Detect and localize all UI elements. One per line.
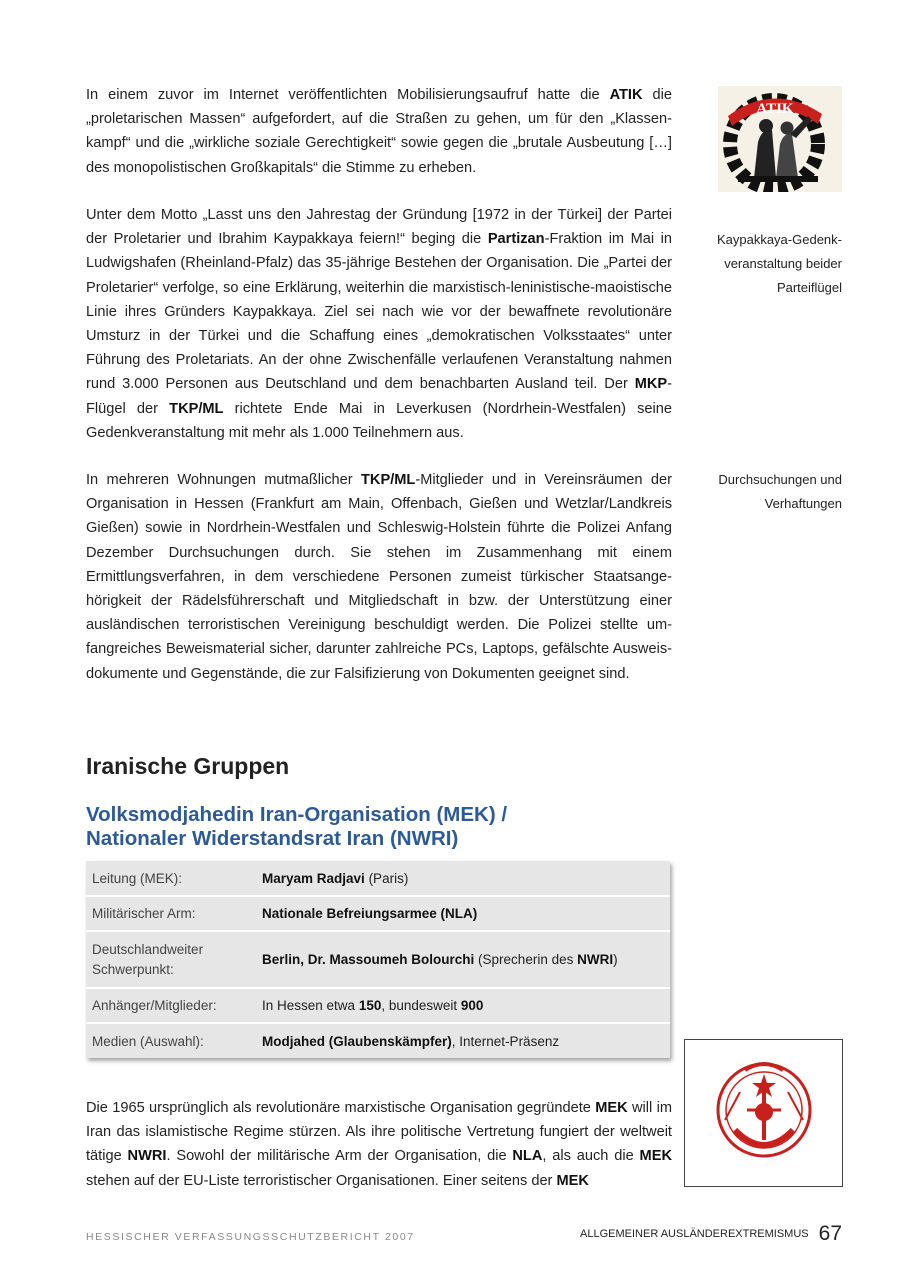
table-row — [86, 861, 670, 896]
organization-profile-table — [86, 861, 670, 1058]
profile-label: Leitung (MEK): — [86, 861, 256, 896]
table-row — [86, 1023, 670, 1058]
atik-logo-text: ATIK — [756, 101, 794, 117]
subsection-heading-line2: Nationaler Widerstandsrat Iran (NWRI) — [86, 827, 459, 850]
profile-label: Anhänger/Mitglieder: — [86, 988, 256, 1023]
footer-chapter — [580, 1222, 842, 1246]
profile-value: In Hessen etwa 150, bundesweit 900 — [256, 988, 670, 1023]
profile-value: Berlin, Dr. Massoumeh Bolourchi (Sprecherin des NWRI) — [256, 931, 670, 988]
profile-value: Maryam Radjavi (Paris) — [256, 861, 670, 896]
table-row — [86, 988, 670, 1023]
profile-label: Medien (Auswahl): — [92, 1033, 204, 1049]
profile-value: Modjahed (Glaubenskämpfer), Internet-Präsenz — [262, 1033, 560, 1049]
footer-chapter-title: ALLGEMEINER AUSLÄNDEREXTREMISMUS — [580, 1228, 809, 1240]
sidenote-kaypakkaya: Kaypakkaya-Gedenkveranstaltung beider Parteiflügel — [716, 232, 842, 295]
profile-value: Nationale Befreiungsarmee (NLA) — [256, 896, 670, 931]
atik-logo — [718, 86, 842, 192]
profile-label: Militärischer Arm: — [86, 896, 256, 931]
footer-report-title: HESSISCHER VERFASSUNGSSCHUTZBERICHT 2007 — [86, 1231, 415, 1243]
profile-label: Deutschlandweiter Schwerpunkt: — [86, 931, 256, 988]
sidenote-searches: Durchsuchungen und Verhaftungen — [718, 472, 842, 511]
subsection-heading — [86, 803, 507, 851]
table-row — [86, 896, 670, 931]
subsection-heading-line1: Volksmodjahedin Iran-Organisation (MEK) / — [86, 803, 508, 826]
section-heading: Iranische Gruppen — [86, 753, 290, 779]
page-number: 67 — [818, 1222, 842, 1245]
paragraph-atik-mobilization: In einem zuvor im Internet veröffentlichten Mobilisierungsaufruf hatte die ATIK die „proletarischen Massen“ aufgefordert, auf die Straßen zu gehen, um für den „Klassenkampf“ und die „wirkliche soziale Gerechtigkeit“ sowie gegen die „brutale Ausbeutung […] des monopolistischen Großkapitals“ die Stimme zu erheben. — [86, 87, 672, 176]
mek-logo — [684, 1039, 843, 1187]
paragraph-searches: In mehreren Wohnungen mutmaßlicher TKP/ML-Mitglieder und in Vereinsräumen der Organisation in Hessen (Frankfurt am Main, Offenbach, Gießen und Wetzlar/Landkreis Gießen) sowie in Nordrhein-Westfalen und Schleswig-Holstein führte die Polizei Anfang Dezember Durchsuchungen durch. Sie stehen im Zusammenhang mit einem Ermittlungsverfahren, in dem verschiedene Personen zumeist türkischer Staatsangehörigkeit der Rädelsführerschaft und Mitgliedschaft in bzw. der Unterstützung einer ausländischen terroristischen Vereinigung beschuldigt werden. Die Polizei stellte umfangreiches Beweismaterial sicher, darunter zahlreiche PCs, Laptops, gefälschte Ausweisdokumente und Gegenstände, die zur Falsifizierung von Dokumenten geeignet sind. — [86, 472, 672, 682]
table-row — [86, 931, 670, 988]
paragraph-partizan-anniversary: Unter dem Motto „Lasst uns den Jahrestag der Gründung [1972 in der Türkei] der Partei der Proletarier und Ibrahim Kaypakkaya feiern!“ beging die Partizan-Fraktion im Mai in Ludwigshafen (Rheinland-Pfalz) das 35-jährige Bestehen der Organisation. Die „Partei der Proletarier“ verfolge, so eine Erklärung, weiterhin die marxistisch-leninistische-maoistische Linie ihres Gründers Kaypakkaya. Ziel sei nach wie vor der bewaffnete revolutionäre Umsturz in der Türkei und die Schaffung eines „demokratischen Volksstaates“ unter Führung des Proletariats. An der ohne Zwischenfälle verlaufenen Veranstaltung nahmen rund 3.000 Personen aus Deutschland und dem benachbarten Ausland teil. Der MKP-Flügel der TKP/ML richtete Ende Mai in Leverkusen (Nordrhein-Westfalen) seine Gedenkveranstaltung mit mehr als 1.000 Teilnehmern aus. — [86, 207, 673, 441]
paragraph-mek-intro: Die 1965 ursprünglich als revolutionäre marxistische Organisation gegründete MEK will im Iran das islamistische Regime stürzen. Als ihre politische Vertretung fungiert der weltweit tätige NWRI. Sowohl der militärische Arm der Organisation, die NLA, als auch die MEK stehen auf der EU-Liste terroristischer Organisationen. Einer seitens der MEK — [86, 1100, 672, 1189]
